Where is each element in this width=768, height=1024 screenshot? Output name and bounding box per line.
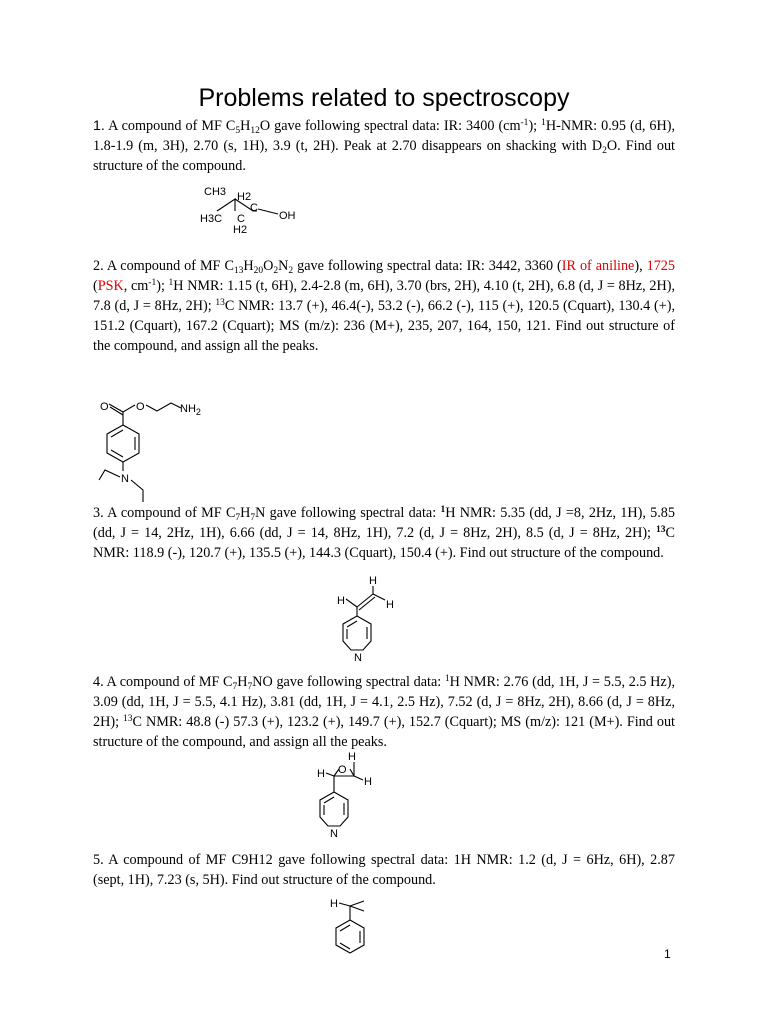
struct4-pyridine-n: N [330, 828, 338, 840]
problem-4-number: 4. [93, 674, 104, 690]
struct3-h-top: H [369, 575, 377, 587]
struct1-c-top: C [250, 202, 258, 214]
problem-3-text: 3. A compound of MF $C_7H_7N$ gave following spectral data: $^1$H NMR: 5.35 (dd, J =8, 2Hz, 1H), 5.85 (dd, J = 14, 2Hz, 1H), 6.66 (dd, J = 14, 8Hz, 1H), 7.2 (d, J = 8Hz, 2H), 8.5 (d, J = 8Hz, 2H); $^{13}$C NMR: 118.9 (-), 120.7 (+), 135.5 (+), 144.3 (Cquart), 150.4 (+). Find out structure of the compound. [93, 505, 675, 561]
problem-5-number: 5. [93, 852, 104, 868]
struct4-h-top: H [348, 751, 356, 763]
struct3-h-right: H [386, 599, 394, 611]
struct4-h-left: H [317, 768, 325, 780]
struct4-h-right: H [364, 776, 372, 788]
struct1-h2-bottom: H2 [233, 224, 248, 236]
structure-5-cumene [328, 894, 388, 968]
struct1-oh: OH [279, 210, 296, 222]
problem-2-text: 2. A compound of MF $C_{13}H_{20}O_2N_2$ gave following spectral data: IR: 3442, 3360 (IR of aniline), 1725 (PSK, $cm^{-1}$); $^1$H NMR: 1.15 (t, 6H), 2.4-2.8 (m, 6H), 3.70 (brs, 2H), 4.10 (t, 2H), 6.8 (d, J = 8Hz, 2H), 7.8 (d, J = 8Hz, 2H); $^{13}$C NMR: 13.7 (+), 46.4(-), 53.2 (-), 66.2 (-), 115 (+), 120.5 (Cquart), 130.4 (+), 151.2 (Cquart), 167.2 (Cquart); MS (m/z): 236 (M+), 235, 207, 164, 150, 121. Find out structure of the compound, and assign all the peaks. [93, 258, 676, 354]
struct3-h-left: H [337, 595, 345, 607]
structure-1-isopentanol [195, 182, 315, 238]
problem-3-number: 3. [93, 505, 104, 521]
struct5-h: H [330, 898, 338, 910]
ir-of-aniline-note: IR of aniline [561, 258, 635, 274]
psk-note: PSK [97, 278, 124, 294]
struct1-h2-top: H2 [237, 191, 252, 203]
problem-5-text: 5. A compound of MF C9H12 gave following spectral data: 1H NMR: 1.2 (d, J = 6Hz, 6H), 2.87 (sept, 1H), 7.23 (s, 5H). Find out structure of the compound. [93, 852, 675, 888]
structure-2-aminoethyl-ester [95, 392, 255, 508]
struct3-pyridine-n: N [354, 652, 362, 664]
problem-1-number: 1. [93, 118, 105, 134]
structure-3-vinylpyridine [333, 574, 413, 666]
struct4-epoxide-o: O [338, 764, 347, 776]
struct2-ester-o: O [136, 401, 145, 413]
page-number: 1 [664, 947, 671, 961]
structure-4-pyridyl-oxirane [312, 748, 392, 840]
problem-4-text: 4. A compound of MF $C_7H_7NO$ gave following spectral data: $^1$H NMR: 2.76 (dd, 1H, J = 5.5, 2.5 Hz), 3.09 (dd, 1H, J = 5.5, 4.1 Hz), 3.81 (dd, 1H, J = 4.1, 2.5 Hz), 7.52 (d, J = 8Hz, 2H), 8.66 (d, J = 8Hz, 2H); $^{13}$C NMR: 48.8 (-) 57.3 (+), 123.2 (+), 149.7 (+), 152.7 (Cquart); MS (m/z): 121 (M+). Find out structure of the compound, and assign all the peaks. [93, 674, 675, 750]
problem-2-number: 2. [93, 258, 104, 274]
struct2-carbonyl-o: O [100, 401, 109, 413]
struct2-nh2: $NH_2$ [180, 403, 201, 417]
ir-1725-note: 1725 [646, 258, 675, 274]
struct1-c-bottom: C [237, 213, 245, 225]
problem-1-text: 1. A compound of MF $C_5H_{12}O$ gave following spectral data: IR: 3400 $(cm^{-1})$; $^1$H-NMR: 0.95 (d, 6H), 1.8-1.9 (m, 3H), 2.70 (s, 1H), 3.9 (t, 2H). Peak at 2.70 disappears on shacking with $D_2O$. Find out structure of the compound. [93, 118, 676, 174]
page-title: Problems related to spectroscopy [198, 84, 570, 112]
struct2-amine-n: N [121, 473, 129, 485]
struct1-ch3-top: CH3 [204, 186, 227, 198]
struct1-h3c: H3C [200, 213, 223, 225]
